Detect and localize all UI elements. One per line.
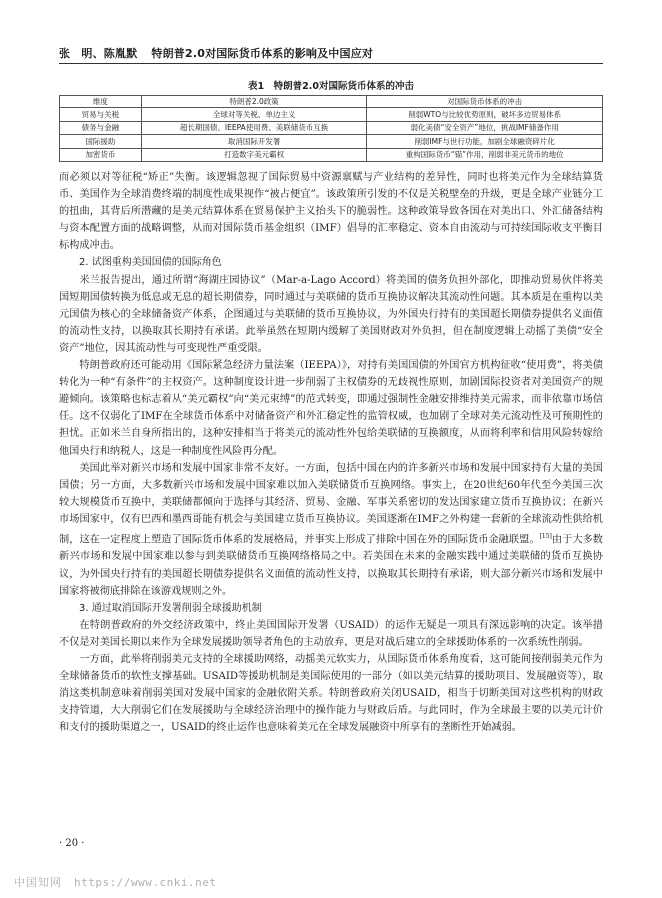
table-cell: 削弱WTO与比较优势原则，破坏多边贸易体系 [367,108,603,122]
article-body [59,169,603,736]
paragraph: 特朗普政府还可能动用《国际紧急经济力量法案（IEEPA）》，对持有美国国债的外国官方机构征收“使用费”，将美债转化为一种“有条件”的主权资产。这种制度设计进一步削弱了主权债券的无歧视性原则，加剧国际投资者对美国资产的规避倾向。该策略也标志着从“美元霸权”向“美元束缚”的范式转变，即通过强制性金融安排维持美元需求，而非依靠市场信任。这不仅弱化了IMF在全球货币体系中对储备资产和外汇稳定性的监管权威，也加剧了全球对美元流动性及可预期性的担忧。正如米兰自身所指出的，这种安排相当于将美元的流动性外包给美联储的互换额度，从而将利率和信用风险转嫁给他国央行和纳税人，这是一种制度性风险再分配。 [59,360,603,457]
table-cell: 弱化美债“安全资产”地位，挑战IMF储备作用 [367,121,603,135]
header-title: 特朗普2.0对国际货币体系的影响及中国应对 [151,47,374,60]
header-rule [59,63,603,64]
table-row [60,121,603,135]
header-authors: 张 明、陈胤默 [59,47,138,60]
policy-impact-table [59,95,603,162]
paragraph [59,460,603,600]
table-row [60,108,603,122]
paragraph: 而必须以对等征税“矫正”失衡。该逻辑忽视了国际贸易中资源禀赋与产业结构的差异性，同时也将美元作为全球结算货币、美国作为全球消费终端的制度性成果视作“被占便宜”。该政策所引发的不仅是关税壁垒的升级，更是全球产业链分工的扭曲，其背后所潜藏的是美元结算体系在贸易保护主义抬头下的脆弱性。这种政策导致各国在对美出口、外汇储备结构与资本配置方面的战略调整，从而对国际货币基金组织（IMF）倡导的汇率稳定、资本自由流动与可持续国际收支平衡目标构成冲击。 [59,172,603,252]
table-cell: 贸易与关税 [60,108,142,122]
paragraph: 在特朗普政府的外交经济政策中，终止美国国际开发署（USAID）的运作无疑是一项具有深远影响的决定。该举措不仅是对美国长期以来作为全球发展援助领导者角色的主动放弃，更是对战后建立的全球援助体系的一次系统性削弱。 [59,619,603,648]
table-cell: 削弱IMF与世行功能，加剧全球融资碎片化 [367,135,603,149]
running-header [59,45,373,61]
table-cell: 打造数字美元霸权 [141,148,367,162]
table-header-cell: 特朗普2.0政策 [141,96,367,108]
cnki-logo-text: 中国知网 [14,876,62,889]
paragraph-text: 美国此举对新兴市场和发展中国家非常不友好。一方面，包括中国在内的许多新兴市场和发展中国家持有大量的美国国债；另一方面，大多数新兴市场和发展中国家难以加入美联储货币互换网络。事实上，在20世纪60年代至今美国三次较大规模货币互换中，美联储都倾向于选择与其经济、贸易、金融、军事关系密切的发达国家建立货币互换协议；在新兴市场国家中，仅有巴西和墨西哥能有机会与美国建立货币互换协议。美国逐渐在IMF之外构建一套新的全球流动性供给机制，这在一定程度上塑造了国际货币体系的发展格局，并事实上形成了排除中国在外的国际货币金融联盟。 [59,462,603,546]
table-header-cell: 维度 [60,96,142,108]
table-cell: 取消国际开发署 [141,135,367,149]
citation-ref[interactable]: [15] [539,532,552,540]
table-cell: 重构国际货币“锚”作用，削弱非美元货币的地位 [367,148,603,162]
watermark-footer [14,874,216,890]
table-row [60,148,603,162]
section-heading: 3. 通过取消国际开发署削弱全球援助机制 [79,602,262,614]
section-heading: 2. 试图重构美国国债的国际角色 [79,257,222,269]
page-number: · 20 · [59,838,85,849]
paragraph-text: 由于大多数新兴市场和发展中国家难以参与到美联储货币互换网络格局之中。若美国在未来的金融实践中通过美联储的货币互换协议，为外国央行持有的美国超长期债券提供名义面值的流动性支持，以换取其长期持有承诺，则大部分新兴市场和发展中国家将被彻底排除在该游戏规则之外。 [59,534,603,597]
table-cell: 全球对等关税、单边主义 [141,108,367,122]
paragraph: 米兰报告提出，通过所谓“海湖庄园协议”（Mar-a-Lago Accord）将美国的债务负担外部化，即推动贸易伙伴将美国短期国债转换为低息或无息的超长期债券，同时通过与美联储的货币互换协议解决其流动性问题。其本质是在重构以美元国债为核心的全球储备资产体系，企图通过与美联储的货币互换协议，为外国央行持有的美国超长期债券提供名义面值的流动性支持，以换取其长期持有承诺。此举虽然在短期内缓解了美国财政对外负担，但在制度逻辑上动摇了美债“安全资产”地位，因其流动性与可变现性严重受限。 [59,274,603,354]
table-cell: 加密货币 [60,148,142,162]
table-header-cell: 对国际货币体系的冲击 [367,96,603,108]
table-cell: 债务与金融 [60,121,142,135]
cnki-url[interactable]: https://www.cnki.net [74,876,217,889]
table-cell: 超长期国债、IEEPA使用费、美联储货币互换 [141,121,367,135]
table-cell: 国际援助 [60,135,142,149]
table-row [60,135,603,149]
table-caption: 表1 特朗普2.0对国际货币体系的冲击 [248,81,414,92]
table-header-row [60,96,603,108]
paragraph: 一方面，此举将削弱美元支持的全球援助网络，动摇美元软实力，从国际货币体系角度看，这可能间接削弱美元作为全球储备货币的软性支撑基础。USAID等援助机制是美国际使用的一部分（如以美元结算的援助项目、发展融资等），取消这类机制意味着削弱美国对发展中国家的金融依附关系。特朗普政府关闭USAID，相当于切断美国对这些机构的财政支持管道，大大削弱它们在发展援助与全球经济治理中的操作能力与财政后盾。与此同时，作为全球最主要的以美元计价和支付的援助渠道之一，USAID的终止运作也意味着美元在全球发展融资中所享有的垄断性开始减弱。 [59,654,603,734]
